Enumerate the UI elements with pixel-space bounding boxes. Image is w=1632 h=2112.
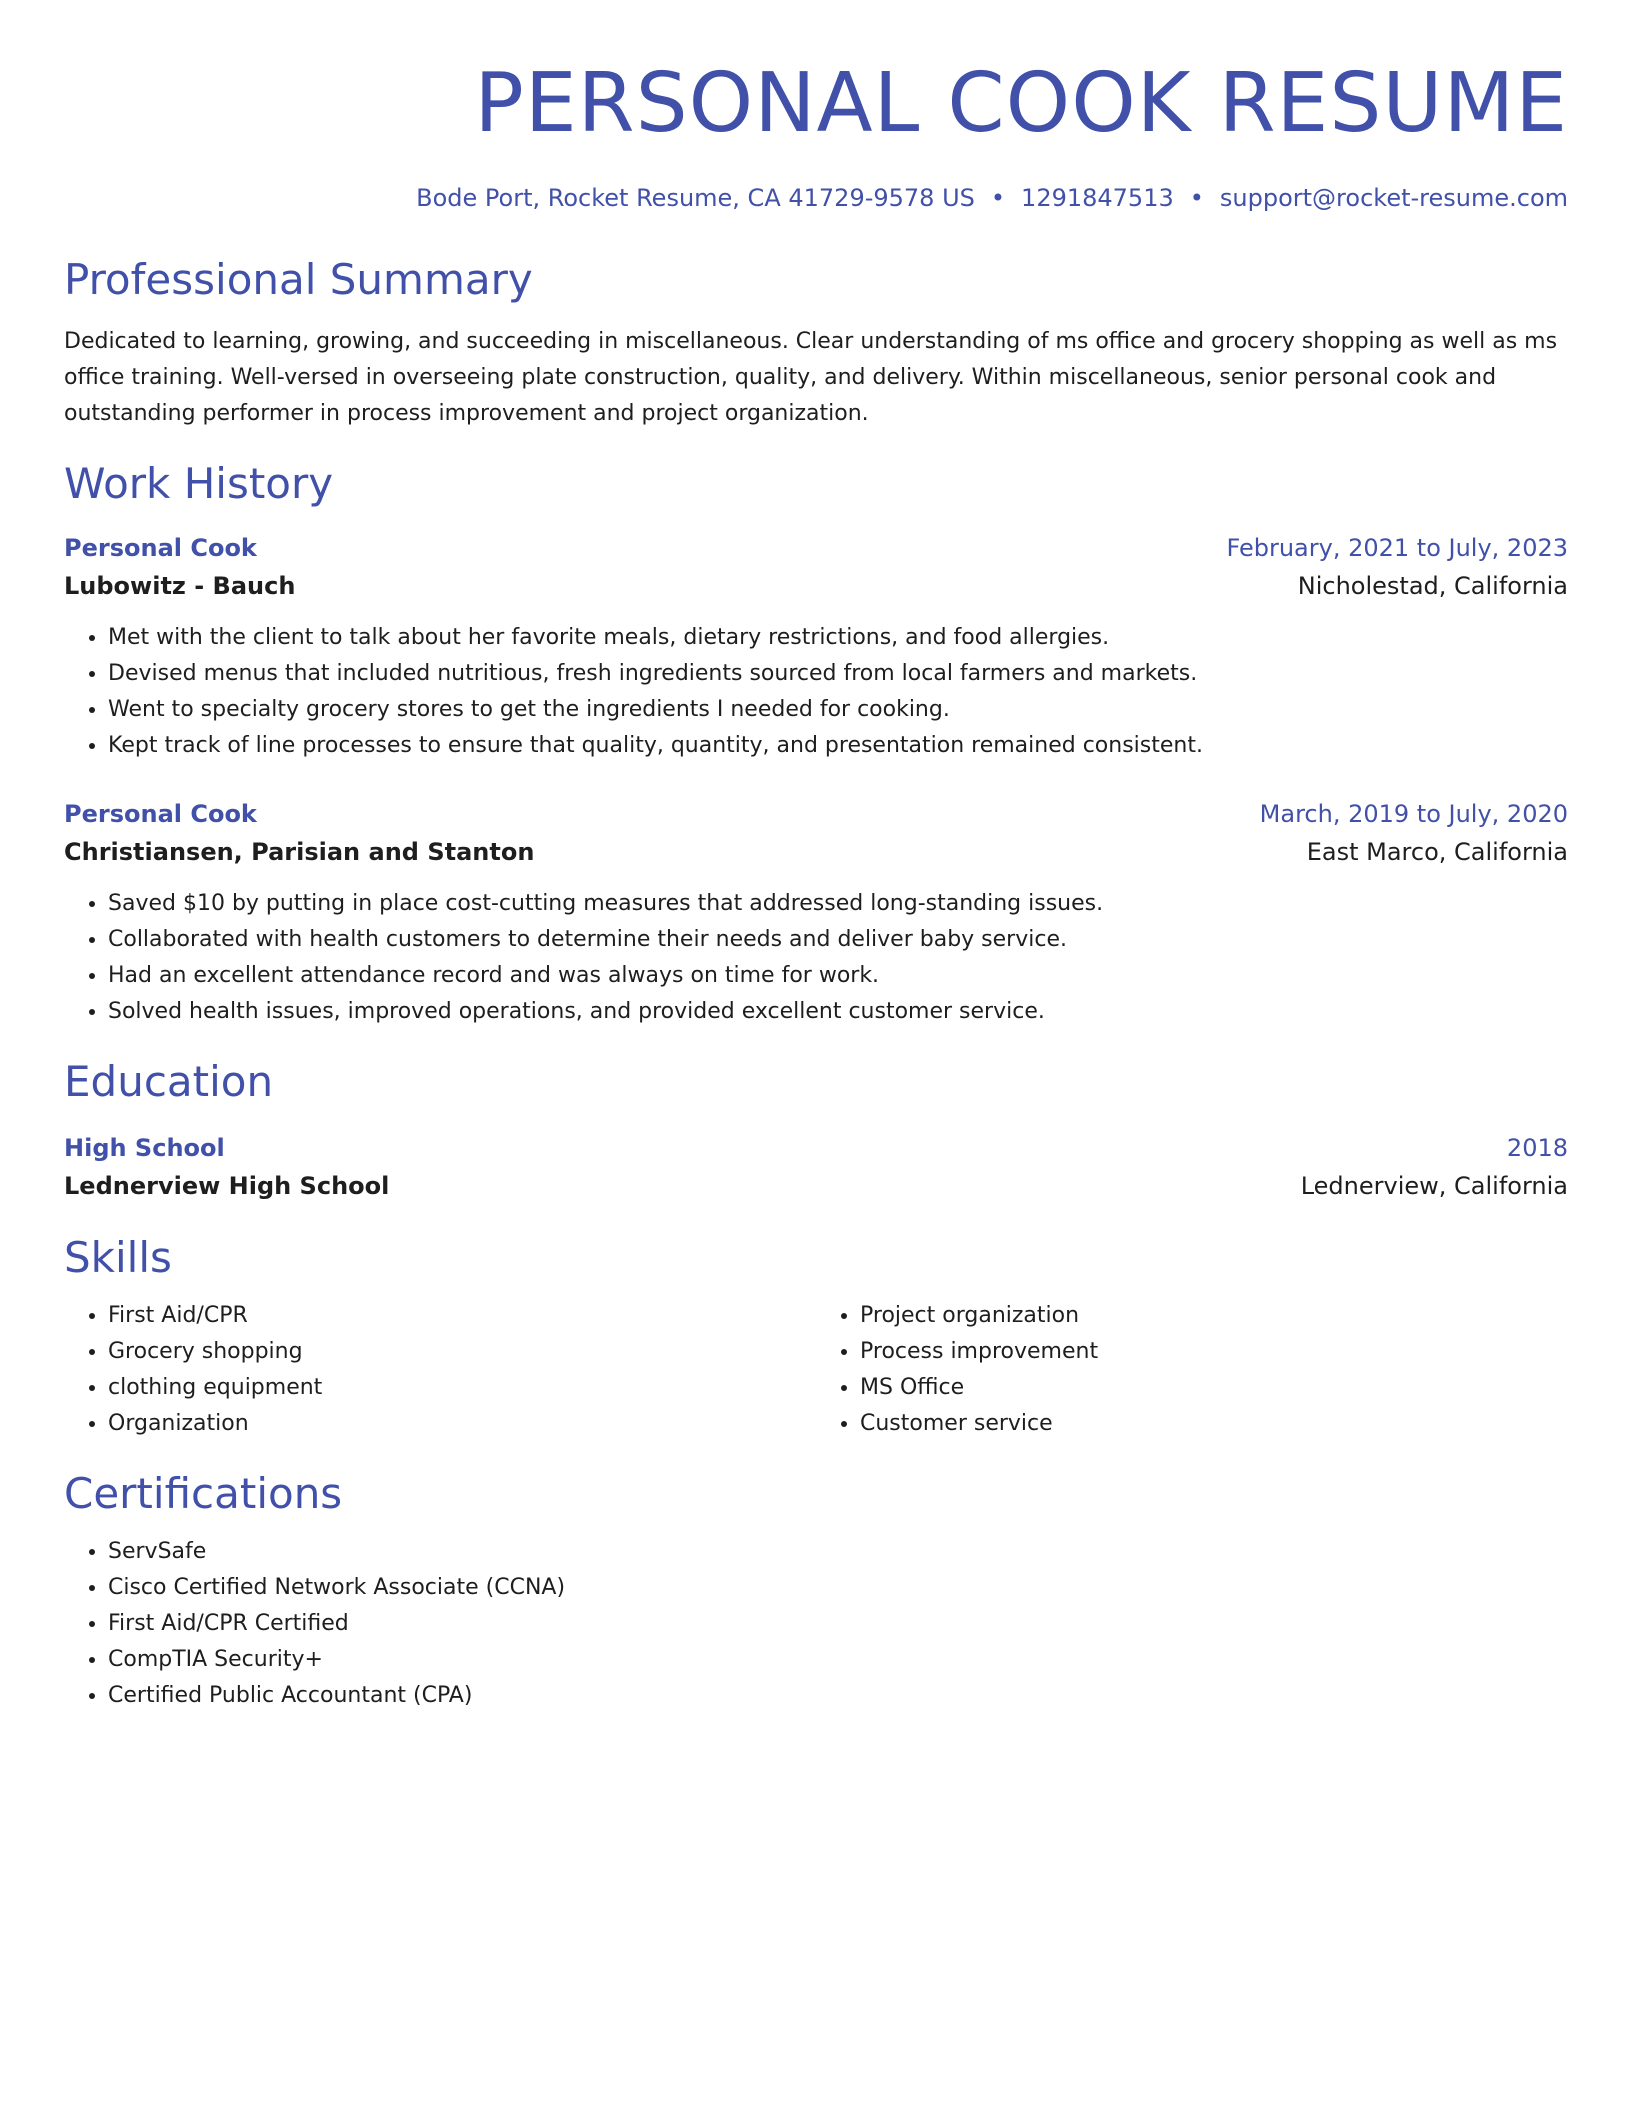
skill-item: • Customer service	[860, 1406, 1568, 1442]
job-dates: March, 2019 to July, 2020	[1259, 800, 1568, 828]
education-header-row	[64, 1130, 1568, 1166]
job-duties-list	[64, 886, 1568, 1030]
skills-grid	[64, 1298, 1568, 1442]
skill-item: • clothing equipment	[108, 1370, 816, 1406]
skill-item: • Project organization	[860, 1298, 1568, 1334]
job-duty: • Kept track of line processes to ensure that quality, quantity, and presentation remained consistent.	[108, 728, 1568, 764]
education-heading: Education	[64, 1057, 274, 1106]
job-title: Personal Cook	[64, 800, 257, 828]
job-dates: February, 2021 to July, 2023	[1226, 534, 1568, 562]
skill-item: • First Aid/CPR	[108, 1298, 816, 1334]
skill-item: • Process improvement	[860, 1334, 1568, 1370]
contact-separator: •	[990, 184, 1006, 212]
certification-item: • CompTIA Security+	[108, 1642, 1568, 1678]
job-duties-list	[64, 620, 1568, 764]
contact-email[interactable]: support@rocket-resume.com	[1219, 184, 1568, 212]
summary-text: Dedicated to learning, growing, and succeeding in miscellaneous. Clear understanding of ms office and grocery shopping as well as ms office training. Well-versed in overseeing plate construction, quality, and delivery. Within miscellaneous, senior personal cook and outstanding performer in process improvement and project organization.	[64, 329, 1558, 426]
job-company: Christiansen, Parisian and Stanton	[64, 838, 535, 866]
summary-heading: Professional Summary	[64, 255, 533, 304]
skills-list-left	[64, 1298, 816, 1442]
certification-item: • First Aid/CPR Certified	[108, 1606, 1568, 1642]
contact-address: Bode Port, Rocket Resume, CA 41729-9578 US	[416, 184, 975, 212]
contact-phone: 1291847513	[1021, 184, 1174, 212]
job-location: Nicholestad, California	[1297, 572, 1568, 600]
contact-separator: •	[1189, 184, 1204, 212]
education-entry	[64, 1130, 1568, 1206]
job-company: Lubowitz - Bauch	[64, 572, 296, 600]
skills-heading: Skills	[64, 1233, 172, 1282]
job-company-row	[64, 566, 1568, 606]
job-title: Personal Cook	[64, 534, 257, 562]
certification-item: • Certified Public Accountant (CPA)	[108, 1678, 1568, 1714]
certifications-list	[64, 1534, 1568, 1714]
education-location: Lednerview, California	[1300, 1172, 1568, 1200]
education-school: Lednerview High School	[64, 1172, 390, 1200]
job-company-row	[64, 832, 1568, 872]
job-duty: • Had an excellent attendance record and was always on time for work.	[108, 958, 1568, 994]
certification-item: • ServSafe	[108, 1534, 1568, 1570]
certification-item: • Cisco Certified Network Associate (CCNA)	[108, 1570, 1568, 1606]
job-duty: • Saved $10 by putting in place cost-cutting measures that addressed long-standing issues.	[108, 886, 1568, 922]
education-year: 2018	[1506, 1134, 1568, 1162]
education-school-row	[64, 1166, 1568, 1206]
skill-item: • Organization	[108, 1406, 816, 1442]
education-degree: High School	[64, 1134, 225, 1162]
job-entry	[64, 530, 1568, 764]
job-entry	[64, 796, 1568, 1030]
job-header-row	[64, 796, 1568, 832]
job-header-row	[64, 530, 1568, 566]
work-history-heading: Work History	[64, 459, 334, 508]
job-duty: • Met with the client to talk about her favorite meals, dietary restrictions, and food allergies.	[108, 620, 1568, 656]
job-duty: • Went to specialty grocery stores to get the ingredients I needed for cooking.	[108, 692, 1568, 728]
job-duty: • Solved health issues, improved operations, and provided excellent customer service.	[108, 994, 1568, 1030]
skills-list-right	[816, 1298, 1568, 1442]
job-duty: • Collaborated with health customers to determine their needs and deliver baby service.	[108, 922, 1568, 958]
job-location: East Marco, California	[1306, 838, 1568, 866]
resume-header	[64, 56, 1568, 214]
skill-item: • MS Office	[860, 1370, 1568, 1406]
skill-item: • Grocery shopping	[108, 1334, 816, 1370]
resume-title: PERSONAL COOK RESUME	[474, 56, 1568, 151]
contact-line	[64, 182, 1568, 214]
job-duty: • Devised menus that included nutritious, fresh ingredients sourced from local farmers and markets.	[108, 656, 1568, 692]
certifications-heading: Certifications	[64, 1469, 343, 1518]
